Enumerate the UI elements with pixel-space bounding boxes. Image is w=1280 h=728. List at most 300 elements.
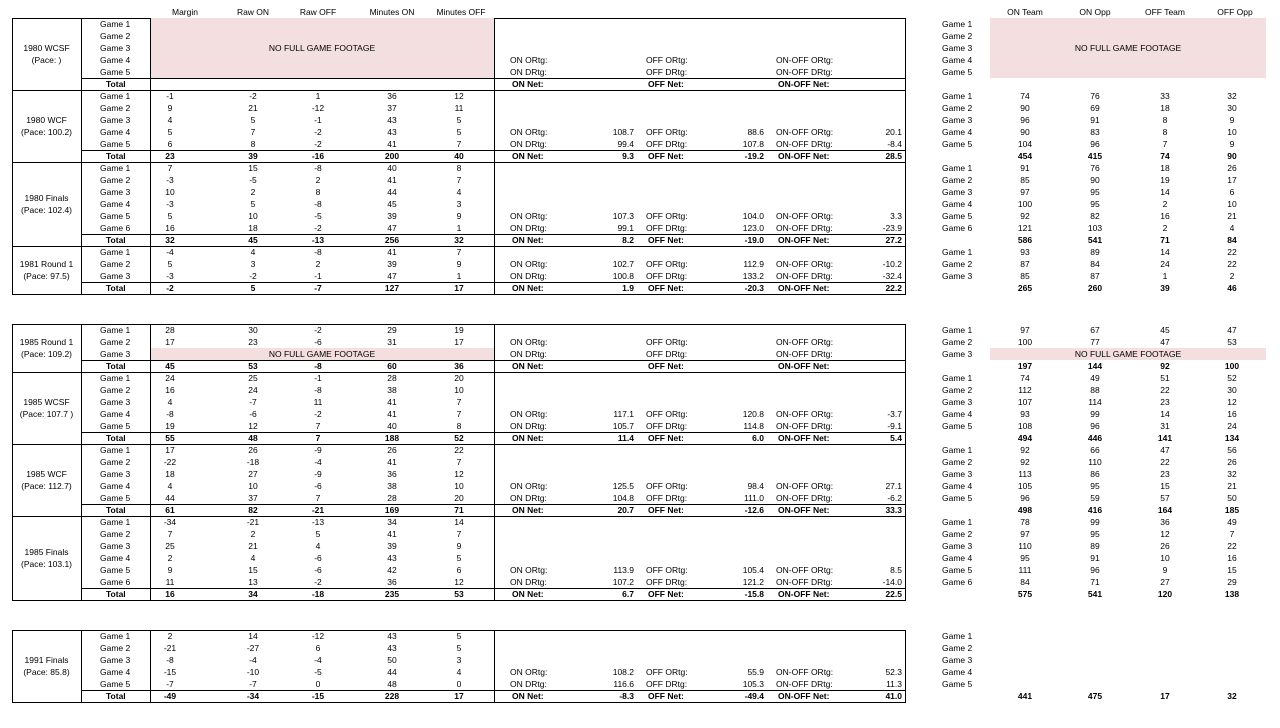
table-cell: 12 (248, 421, 258, 431)
on-net-label: ON Net: (512, 589, 544, 599)
table-cell: 5 (456, 553, 462, 563)
off-drtg-label: OFF DRtg: (646, 421, 688, 431)
right-table-cell: 96 (1020, 493, 1030, 503)
right-total-cell: 541 (1087, 235, 1103, 245)
game-label: Game 3 (100, 541, 131, 551)
on-off-ortg-value: 8.5 (890, 565, 902, 575)
series-pace: (Pace: 109.2) (20, 349, 73, 359)
table-cell: -5 (249, 175, 257, 185)
column-divider (150, 90, 151, 162)
right-game-label: Game 2 (942, 337, 973, 347)
table-cell: 28 (387, 493, 397, 503)
right-table-cell: 92 (1020, 445, 1030, 455)
table-cell: 15 (248, 565, 258, 575)
total-cell: -13 (311, 235, 325, 245)
game-label: Game 5 (100, 139, 131, 149)
right-table-cell: 104 (1017, 139, 1033, 149)
game-label: Game 1 (100, 247, 131, 257)
on-off-net-label: ON-OFF Net: (778, 691, 830, 701)
total-cell: 16 (165, 589, 175, 599)
total-cell: 200 (384, 151, 400, 161)
table-cell: -8 (166, 409, 174, 419)
right-table-cell: 74 (1020, 91, 1030, 101)
right-game-label: Game 4 (942, 127, 973, 137)
header-off-team: OFF Team (1145, 7, 1185, 17)
table-cell: 29 (387, 325, 397, 335)
right-table-cell: 8 (1162, 115, 1168, 125)
table-cell: 4 (167, 115, 173, 125)
table-cell: 7 (315, 421, 321, 431)
table-cell: 42 (387, 565, 397, 575)
table-cell: 23 (248, 337, 258, 347)
right-table-cell: 78 (1020, 517, 1030, 527)
table-cell: 12 (454, 91, 464, 101)
right-table-cell: 92 (1020, 211, 1030, 221)
table-cell: -3 (166, 271, 174, 281)
right-table-cell: 15 (1160, 481, 1170, 491)
on-off-ortg-value: -10.2 (882, 259, 902, 269)
column-divider (81, 324, 82, 372)
right-table-cell: 97 (1020, 529, 1030, 539)
right-game-label: Game 3 (942, 187, 973, 197)
total-cell: 45 (248, 235, 258, 245)
table-cell: 7 (456, 139, 462, 149)
table-cell: 4 (250, 247, 256, 257)
on-net-value: -8.3 (619, 691, 634, 701)
game-label: Game 2 (100, 259, 131, 269)
table-cell: 37 (248, 493, 258, 503)
right-game-label: Game 4 (942, 667, 973, 677)
right-table-cell: 99 (1090, 517, 1100, 527)
right-table-cell: 23 (1160, 397, 1170, 407)
table-cell: 17 (165, 445, 175, 455)
right-table-cell: 30 (1227, 103, 1237, 113)
on-drtg-value: 107.2 (612, 577, 634, 587)
off-drtg-label: OFF DRtg: (646, 349, 688, 359)
table-cell: 5 (456, 127, 462, 137)
table-cell: 2 (250, 187, 256, 197)
game-label: Game 1 (100, 91, 131, 101)
table-cell: 38 (387, 385, 397, 395)
on-drtg-label: ON DRtg: (510, 223, 547, 233)
table-cell: 44 (387, 667, 397, 677)
on-net-value: 9.3 (622, 151, 634, 161)
table-cell: 6 (167, 139, 173, 149)
on-off-drtg-label: ON-OFF DRtg: (776, 139, 833, 149)
table-cell: 50 (387, 655, 397, 665)
right-table-cell: 93 (1020, 409, 1030, 419)
total-cell: 127 (384, 283, 400, 293)
right-table-cell: 85 (1020, 175, 1030, 185)
off-ortg-value: 120.8 (742, 409, 764, 419)
right-game-label: Game 1 (942, 517, 973, 527)
table-cell: 1 (456, 223, 462, 233)
no-footage-label: NO FULL GAME FOOTAGE (268, 43, 376, 53)
on-ortg-label: ON ORtg: (510, 565, 548, 575)
right-table-cell: 97 (1020, 325, 1030, 335)
game-label: Game 5 (100, 493, 131, 503)
table-cell: 14 (454, 517, 464, 527)
right-total-cell: 92 (1160, 361, 1170, 371)
right-table-cell: 107 (1017, 397, 1033, 407)
table-cell: 19 (454, 325, 464, 335)
table-cell: 17 (165, 337, 175, 347)
off-drtg-label: OFF DRtg: (646, 493, 688, 503)
table-cell: 20 (454, 373, 464, 383)
game-label: Game 2 (100, 337, 131, 347)
table-cell: -22 (163, 457, 177, 467)
right-table-cell: 100 (1017, 199, 1033, 209)
right-game-label: Game 3 (942, 397, 973, 407)
on-off-drtg-label: ON-OFF DRtg: (776, 679, 833, 689)
table-cell: 39 (387, 211, 397, 221)
on-off-ortg-value: -3.7 (887, 409, 902, 419)
on-ortg-value: 102.7 (612, 259, 634, 269)
series-pace: (Pace: 102.4) (20, 205, 73, 215)
table-cell: -4 (314, 655, 322, 665)
off-net-value: 6.0 (752, 433, 764, 443)
right-table-cell: 36 (1160, 517, 1170, 527)
right-table-cell: 83 (1090, 127, 1100, 137)
total-cell: 17 (454, 283, 464, 293)
series-pace: (Pace: 107.7 ) (19, 409, 74, 419)
table-cell: 38 (387, 481, 397, 491)
right-game-label: Game 2 (942, 529, 973, 539)
right-total-cell: 260 (1087, 283, 1103, 293)
table-cell: 8 (456, 163, 462, 173)
total-label: Total (106, 433, 126, 443)
table-cell: 16 (165, 223, 175, 233)
right-table-cell: 16 (1227, 553, 1237, 563)
on-ortg-label: ON ORtg: (510, 481, 548, 491)
table-cell: -7 (249, 397, 257, 407)
right-table-cell: 8 (1162, 127, 1168, 137)
right-table-cell: 6 (1229, 187, 1235, 197)
right-table-cell: 9 (1229, 139, 1235, 149)
right-table-cell: 85 (1020, 271, 1030, 281)
table-cell: -2 (249, 271, 257, 281)
table-cell: 9 (167, 103, 173, 113)
total-cell: 71 (454, 505, 464, 515)
table-cell: -7 (249, 679, 257, 689)
on-off-net-label: ON-OFF Net: (778, 589, 830, 599)
off-ortg-label: OFF ORtg: (646, 481, 688, 491)
on-off-ortg-label: ON-OFF ORtg: (776, 337, 834, 347)
series-label (12, 42, 81, 66)
total-cell: -16 (311, 151, 325, 161)
right-game-label: Game 2 (942, 31, 973, 41)
right-table-cell: 103 (1087, 223, 1103, 233)
right-game-label: Game 1 (942, 19, 973, 29)
off-drtg-value: 133.2 (742, 271, 764, 281)
right-table-cell: 27 (1160, 577, 1170, 587)
table-cell: -8 (166, 655, 174, 665)
right-total-cell: 441 (1017, 691, 1033, 701)
table-cell: -8 (314, 385, 322, 395)
column-divider (494, 372, 495, 444)
right-table-cell: 114 (1088, 397, 1102, 407)
table-cell: 18 (165, 469, 175, 479)
table-cell: -2 (314, 325, 322, 335)
right-game-label: Game 4 (942, 409, 973, 419)
right-table-cell: 76 (1090, 91, 1100, 101)
column-divider (81, 372, 82, 444)
right-table-cell: 10 (1227, 199, 1237, 209)
right-game-label: Game 2 (942, 643, 973, 653)
right-table-cell: 86 (1090, 469, 1100, 479)
right-table-cell: 110 (1088, 457, 1102, 467)
total-cell: 61 (165, 505, 175, 515)
table-cell: 7 (315, 493, 321, 503)
table-cell: -27 (246, 643, 260, 653)
right-table-cell: 93 (1020, 247, 1030, 257)
game-label: Game 4 (100, 481, 131, 491)
game-label: Game 5 (100, 421, 131, 431)
right-game-label: Game 3 (942, 349, 973, 359)
off-net-label: OFF Net: (648, 691, 684, 701)
table-cell: 8 (315, 187, 321, 197)
on-net-value: 8.2 (622, 235, 634, 245)
table-cell: -15 (163, 667, 177, 677)
on-off-drtg-value: 11.3 (886, 679, 902, 689)
on-off-ortg-label: ON-OFF ORtg: (776, 409, 834, 419)
total-cell: 36 (454, 361, 464, 371)
table-cell: -6 (314, 337, 322, 347)
on-off-drtg-label: ON-OFF DRtg: (776, 67, 833, 77)
series-pace: (Pace: 97.5) (23, 271, 70, 281)
total-cell: 256 (384, 235, 400, 245)
table-cell: -6 (314, 565, 322, 575)
table-cell: 7 (456, 457, 462, 467)
header-minutes-on: Minutes ON (369, 7, 415, 17)
right-game-label: Game 4 (942, 55, 973, 65)
right-game-label: Game 1 (942, 631, 973, 641)
right-table-cell: 88 (1090, 385, 1100, 395)
total-cell: 32 (454, 235, 464, 245)
total-label: Total (106, 283, 126, 293)
table-cell: -1 (314, 271, 322, 281)
on-drtg-value: 104.8 (612, 493, 634, 503)
table-cell: 16 (165, 385, 175, 395)
right-game-label: Game 2 (942, 457, 973, 467)
right-table-cell: 90 (1020, 103, 1030, 113)
column-divider (494, 246, 495, 294)
right-total-cell: 541 (1087, 589, 1103, 599)
game-label: Game 6 (100, 577, 131, 587)
total-label: Total (106, 79, 126, 89)
off-net-value: -19.0 (744, 235, 764, 245)
right-game-label: Game 5 (942, 139, 973, 149)
table-cell: 41 (387, 409, 397, 419)
table-cell: 41 (387, 139, 397, 149)
table-cell: 7 (167, 529, 173, 539)
series-pace: (Pace: 85.8) (23, 667, 70, 677)
table-cell: 34 (387, 517, 397, 527)
right-total-cell: 74 (1160, 151, 1170, 161)
right-total-cell: 575 (1017, 589, 1033, 599)
table-cell: 39 (387, 259, 397, 269)
on-off-net-value: 28.5 (885, 151, 902, 161)
table-cell: 11 (165, 577, 175, 587)
table-cell: 43 (387, 553, 397, 563)
on-drtg-label: ON DRtg: (510, 493, 547, 503)
total-cell: 32 (165, 235, 175, 245)
off-net-value: -49.4 (744, 691, 764, 701)
off-ortg-value: 88.6 (747, 127, 764, 137)
total-cell: 17 (454, 691, 464, 701)
right-total-cell: 164 (1157, 505, 1173, 515)
on-net-label: ON Net: (512, 361, 544, 371)
table-cell: 1 (315, 91, 321, 101)
table-cell: 7 (456, 529, 462, 539)
header-raw-off: Raw OFF (299, 7, 337, 17)
table-cell: 40 (387, 421, 397, 431)
right-table-cell: 71 (1090, 577, 1100, 587)
table-cell: 40 (387, 163, 397, 173)
off-ortg-label: OFF ORtg: (646, 667, 688, 677)
table-cell: 26 (248, 445, 258, 455)
table-cell: -4 (249, 655, 257, 665)
game-label: Game 1 (100, 517, 131, 527)
right-table-cell: 14 (1160, 187, 1170, 197)
table-cell: 2 (315, 259, 321, 269)
right-table-cell: 84 (1090, 259, 1100, 269)
total-cell: 7 (315, 433, 321, 443)
table-cell: 11 (454, 103, 464, 113)
game-label: Game 2 (100, 103, 131, 113)
off-ortg-value: 104.0 (742, 211, 764, 221)
right-table-cell: 47 (1160, 337, 1170, 347)
table-cell: 25 (248, 373, 258, 383)
total-cell: 45 (165, 361, 175, 371)
table-cell: 44 (387, 187, 397, 197)
on-off-drtg-label: ON-OFF DRtg: (776, 271, 833, 281)
header-off-opp: OFF Opp (1217, 7, 1253, 17)
table-cell: 9 (456, 211, 462, 221)
right-game-label: Game 3 (942, 541, 973, 551)
on-ortg-label: ON ORtg: (510, 409, 548, 419)
right-table-cell: 91 (1090, 115, 1100, 125)
table-cell: 36 (387, 469, 397, 479)
on-ortg-value: 125.5 (612, 481, 634, 491)
off-ortg-label: OFF ORtg: (646, 55, 688, 65)
table-cell: -8 (314, 247, 322, 257)
total-cell: 34 (248, 589, 258, 599)
off-drtg-label: OFF DRtg: (646, 679, 688, 689)
total-cell: -2 (166, 283, 174, 293)
total-cell: 40 (454, 151, 464, 161)
right-table-cell: 108 (1017, 421, 1033, 431)
off-ortg-label: OFF ORtg: (646, 259, 688, 269)
table-cell: -34 (163, 517, 177, 527)
game-label: Game 2 (100, 457, 131, 467)
right-table-cell: 2 (1229, 271, 1235, 281)
off-drtg-label: OFF DRtg: (646, 271, 688, 281)
table-cell: 28 (387, 373, 397, 383)
table-cell: 5 (167, 211, 173, 221)
right-total-cell: 144 (1087, 361, 1103, 371)
game-label: Game 3 (100, 271, 131, 281)
on-net-label: ON Net: (512, 283, 544, 293)
table-cell: -10 (246, 667, 260, 677)
table-cell: 4 (167, 481, 173, 491)
table-cell: 0 (456, 679, 462, 689)
table-cell: 2 (250, 529, 256, 539)
on-ortg-value: 107.3 (612, 211, 634, 221)
table-cell: 9 (456, 541, 462, 551)
on-off-net-value: 41.0 (885, 691, 902, 701)
right-table-cell: 67 (1090, 325, 1100, 335)
right-table-cell: 105 (1017, 481, 1033, 491)
total-label: Total (106, 589, 126, 599)
on-off-drtg-value: -8.4 (887, 139, 902, 149)
table-cell: 3 (456, 655, 462, 665)
table-cell: -5 (314, 211, 322, 221)
on-off-drtg-value: -23.9 (882, 223, 902, 233)
table-cell: 43 (387, 643, 397, 653)
right-table-cell: 96 (1090, 565, 1100, 575)
table-cell: 7 (167, 163, 173, 173)
on-off-drtg-label: ON-OFF DRtg: (776, 421, 833, 431)
table-cell: 7 (456, 247, 462, 257)
right-total-cell: 265 (1017, 283, 1033, 293)
series-name: 1985 WCSF (23, 397, 70, 407)
total-label: Total (106, 151, 126, 161)
table-cell: 9 (167, 565, 173, 575)
on-ortg-label: ON ORtg: (510, 127, 548, 137)
on-drtg-label: ON DRtg: (510, 577, 547, 587)
right-total-cell: 197 (1017, 361, 1033, 371)
table-cell: 5 (456, 115, 462, 125)
right-game-label: Game 1 (942, 247, 973, 257)
right-game-label: Game 5 (942, 67, 973, 77)
right-game-label: Game 5 (942, 679, 973, 689)
column-divider (494, 18, 495, 90)
right-game-label: Game 3 (942, 43, 973, 53)
column-divider (494, 90, 495, 162)
table-cell: 4 (456, 187, 462, 197)
game-label: Game 4 (100, 409, 131, 419)
series-label (12, 258, 81, 282)
right-table-cell: 10 (1160, 553, 1170, 563)
on-drtg-label: ON DRtg: (510, 67, 547, 77)
right-total-cell: 17 (1160, 691, 1170, 701)
column-divider (81, 444, 82, 516)
total-cell: 55 (165, 433, 175, 443)
table-cell: 47 (387, 271, 397, 281)
right-table-cell: 12 (1227, 397, 1237, 407)
game-label: Game 1 (100, 445, 131, 455)
on-ortg-label: ON ORtg: (510, 211, 548, 221)
table-cell: 10 (165, 187, 175, 197)
total-cell: 188 (384, 433, 400, 443)
right-table-cell: 9 (1162, 565, 1168, 575)
series-pace: (Pace: 100.2) (20, 127, 73, 137)
table-cell: 26 (387, 445, 397, 455)
table-cell: -1 (314, 115, 322, 125)
header-raw-on: Raw ON (236, 7, 270, 17)
column-divider (150, 630, 151, 702)
right-total-cell: 120 (1157, 589, 1173, 599)
game-label: Game 5 (100, 565, 131, 575)
right-table-cell: 47 (1160, 445, 1170, 455)
right-table-cell: 22 (1160, 457, 1170, 467)
on-net-value: 1.9 (622, 283, 634, 293)
right-table-cell: 96 (1090, 421, 1100, 431)
table-cell: -6 (314, 553, 322, 563)
right-total-cell: 475 (1087, 691, 1103, 701)
right-table-cell: 49 (1227, 517, 1237, 527)
